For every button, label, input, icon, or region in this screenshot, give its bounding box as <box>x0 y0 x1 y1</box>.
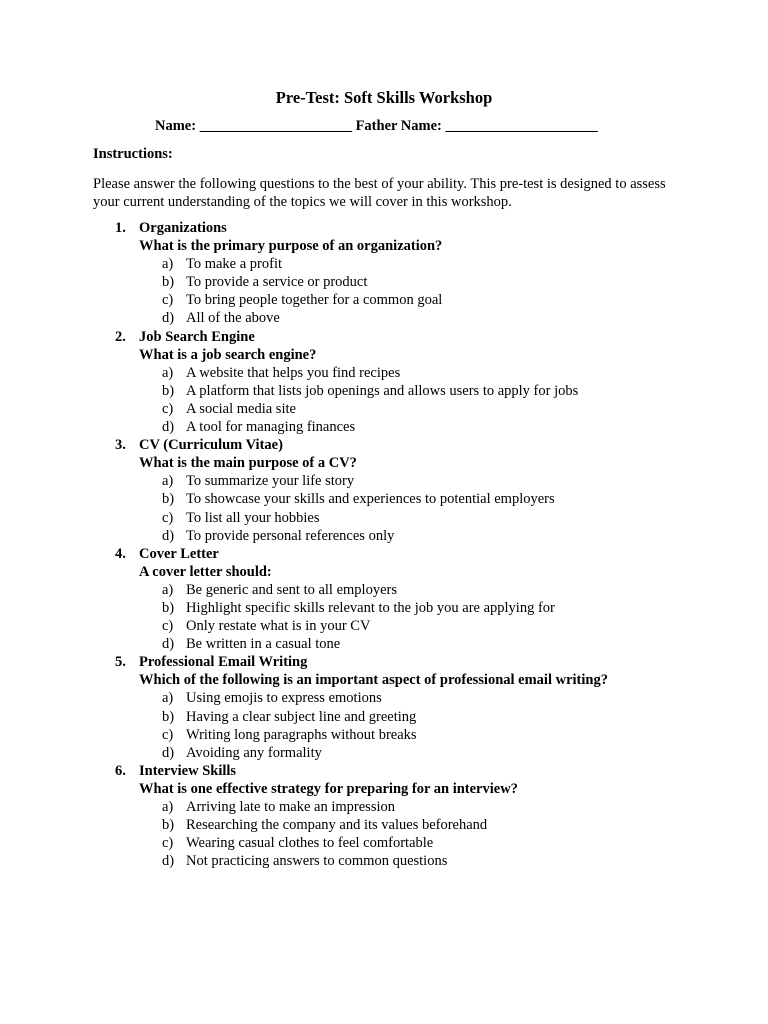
answer-options <box>93 364 713 436</box>
question-item <box>93 653 713 762</box>
option-letter: a) <box>162 473 174 490</box>
answer-option <box>93 364 713 382</box>
answer-option <box>93 708 713 726</box>
answer-options <box>93 581 713 653</box>
answer-option <box>93 617 713 635</box>
question-text: What is one effective strategy for preparing for an interview? <box>139 780 518 797</box>
option-letter: a) <box>162 364 174 381</box>
question-topic: Professional Email Writing <box>139 654 308 671</box>
question-header <box>93 762 713 780</box>
question-topic: Organizations <box>139 220 227 236</box>
instructions-text: Please answer the following questions to the best of your ability. This pre-test is designed to assess your current understanding of the topics we will cover in this workshop. <box>93 176 666 210</box>
question-text: What is the main purpose of a CV? <box>139 455 357 472</box>
answer-option <box>93 255 713 273</box>
option-letter: c) <box>162 400 174 417</box>
option-text: Avoiding any formality <box>186 744 322 761</box>
option-letter: d) <box>162 744 175 761</box>
option-text: Highlight specific skills relevant to the job you are applying for <box>186 599 555 616</box>
answer-option <box>93 726 713 744</box>
question-header <box>93 219 713 237</box>
question-header <box>93 653 713 671</box>
option-text: A tool for managing finances <box>186 419 356 436</box>
option-letter: a) <box>162 799 174 815</box>
question-item <box>93 328 713 437</box>
option-text: Using emojis to express emotions <box>186 690 382 707</box>
option-letter: d) <box>162 419 175 436</box>
answer-option <box>93 527 713 545</box>
option-text: To showcase your skills and experiences to potential employers <box>186 491 555 508</box>
option-text: To provide personal references only <box>186 527 395 544</box>
option-letter: d) <box>162 527 175 544</box>
option-text: Not practicing answers to common questions <box>186 853 448 870</box>
option-text: To list all your hobbies <box>186 509 320 526</box>
option-letter: b) <box>162 491 175 508</box>
answer-option <box>93 472 713 490</box>
answer-option <box>93 418 713 436</box>
option-letter: d) <box>162 310 175 327</box>
question-number: 2. <box>115 328 126 345</box>
question-topic: Cover Letter <box>139 545 219 562</box>
option-letter: b) <box>162 274 175 291</box>
option-text: To summarize your life story <box>186 473 355 490</box>
option-letter: c) <box>162 618 174 635</box>
option-letter: b) <box>162 382 175 399</box>
question-text: A cover letter should: <box>139 563 272 580</box>
answer-option <box>93 581 713 599</box>
question-number: 4. <box>115 545 126 562</box>
option-text: Writing long paragraphs without breaks <box>186 726 417 743</box>
option-letter: c) <box>162 726 174 743</box>
option-letter: b) <box>162 708 175 725</box>
answer-option <box>93 798 713 816</box>
question-topic: Interview Skills <box>139 762 237 779</box>
question-header <box>93 545 713 563</box>
question-text: What is a job search engine? <box>139 346 317 363</box>
answer-option <box>93 273 713 291</box>
answer-option <box>93 635 713 653</box>
option-text: To provide a service or product <box>186 274 368 291</box>
answer-option <box>93 291 713 309</box>
option-letter: d) <box>162 853 175 870</box>
page-title: Pre-Test: Soft Skills Workshop <box>275 88 493 107</box>
name-fields-line: Name: _____________________ Father Name: _____________________ <box>155 118 598 134</box>
answer-option <box>93 744 713 762</box>
question-item <box>93 436 713 545</box>
option-text: All of the above <box>186 310 280 327</box>
answer-option <box>93 852 713 870</box>
question-text: Which of the following is an important aspect of professional email writing? <box>139 672 608 689</box>
question-text: What is the primary purpose of an organization? <box>139 238 443 255</box>
option-text: Be generic and sent to all employers <box>186 581 397 598</box>
answer-option <box>93 490 713 508</box>
question-item <box>93 219 713 328</box>
option-letter: c) <box>162 509 174 526</box>
answer-option <box>93 816 713 834</box>
answer-option <box>93 400 713 418</box>
answer-option <box>93 382 713 400</box>
option-text: A social media site <box>186 400 296 417</box>
option-text: A website that helps you find recipes <box>186 364 401 381</box>
option-text: To make a profit <box>186 256 283 273</box>
option-letter: a) <box>162 256 174 273</box>
option-text: Researching the company and its values beforehand <box>186 817 488 834</box>
option-text: To bring people together for a common goal <box>186 292 443 309</box>
question-topic: Job Search Engine <box>139 328 255 345</box>
option-letter: b) <box>162 599 175 616</box>
question-number: 1. <box>115 220 126 236</box>
option-text: Only restate what is in your CV <box>186 618 371 635</box>
answer-options <box>93 255 713 327</box>
option-letter: c) <box>162 292 174 309</box>
question-header <box>93 328 713 346</box>
question-topic: CV (Curriculum Vitae) <box>139 437 283 454</box>
answer-option <box>93 509 713 527</box>
answer-option <box>93 309 713 327</box>
option-letter: b) <box>162 817 175 834</box>
option-letter: d) <box>162 636 175 653</box>
option-letter: c) <box>162 835 174 852</box>
instructions-heading: Instructions: <box>93 146 173 162</box>
answer-option <box>93 689 713 707</box>
answer-options <box>93 689 713 761</box>
option-letter: a) <box>162 690 174 707</box>
option-text: Having a clear subject line and greeting <box>186 708 417 725</box>
question-number: 6. <box>115 762 126 779</box>
option-text: Wearing casual clothes to feel comfortable <box>186 835 434 852</box>
option-text: Be written in a casual tone <box>186 636 341 653</box>
option-letter: a) <box>162 581 174 598</box>
question-header <box>93 436 713 454</box>
answer-option <box>93 834 713 852</box>
option-text: Arriving late to make an impression <box>186 799 395 815</box>
question-list <box>93 219 713 870</box>
answer-options <box>93 798 713 870</box>
option-text: A platform that lists job openings and allows users to apply for jobs <box>186 382 579 399</box>
question-item <box>93 762 713 871</box>
answer-options <box>93 472 713 544</box>
answer-option <box>93 599 713 617</box>
question-number: 3. <box>115 437 126 454</box>
question-number: 5. <box>115 654 126 671</box>
question-item <box>93 545 713 654</box>
